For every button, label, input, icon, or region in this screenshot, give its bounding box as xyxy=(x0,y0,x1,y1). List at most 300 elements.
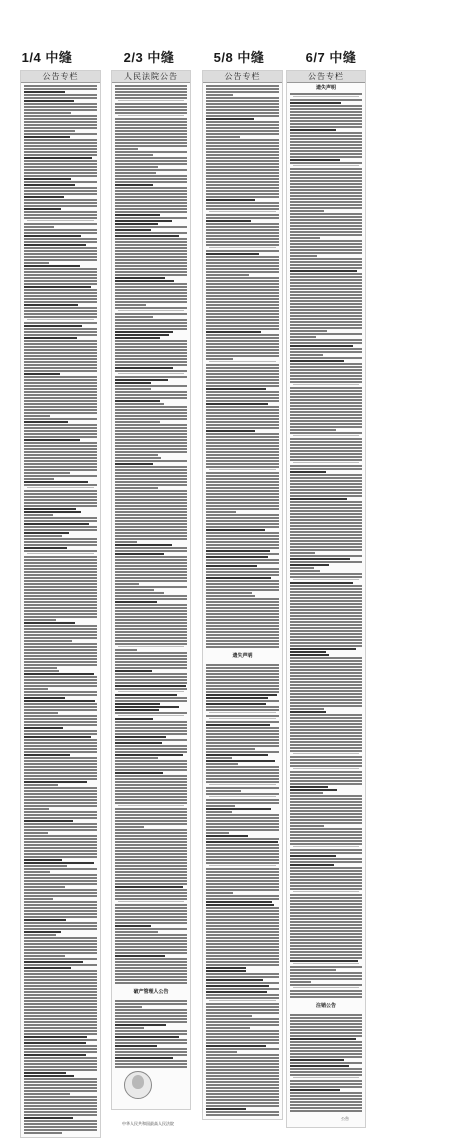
text-line xyxy=(115,574,187,576)
text-line xyxy=(24,424,97,426)
text-line xyxy=(206,901,272,903)
text-line xyxy=(290,543,362,545)
text-line xyxy=(206,439,279,441)
text-line xyxy=(290,492,362,494)
text-line xyxy=(24,427,97,429)
text-line xyxy=(115,283,187,285)
text-line xyxy=(206,208,279,210)
text-line xyxy=(290,171,362,173)
text-line xyxy=(24,559,97,561)
text-line xyxy=(206,478,279,480)
text-line xyxy=(290,318,362,320)
text-line xyxy=(206,274,249,276)
text-line xyxy=(115,859,187,861)
text-line xyxy=(115,937,187,939)
text-line xyxy=(115,271,187,273)
text-line xyxy=(24,385,97,387)
text-line xyxy=(115,175,187,177)
text-line xyxy=(115,439,187,441)
text-line xyxy=(24,628,97,630)
text-line xyxy=(24,847,97,849)
text-line xyxy=(24,331,97,333)
text-line xyxy=(290,246,362,248)
text-line xyxy=(115,1030,187,1032)
text-line xyxy=(206,922,279,924)
text-line xyxy=(290,243,362,245)
text-line xyxy=(206,931,279,933)
text-line xyxy=(290,258,362,260)
text-line xyxy=(206,919,279,921)
text-line xyxy=(24,892,97,894)
text-line xyxy=(24,1120,97,1122)
text-line xyxy=(206,577,271,579)
text-line xyxy=(290,411,362,413)
text-line xyxy=(115,214,160,216)
text-line xyxy=(206,685,279,687)
text-line xyxy=(206,955,279,957)
text-line xyxy=(24,565,97,567)
text-line xyxy=(115,661,187,663)
text-line xyxy=(290,450,362,452)
text-line xyxy=(115,898,187,900)
text-line xyxy=(290,954,362,956)
text-line xyxy=(290,834,362,836)
text-line xyxy=(206,442,279,444)
text-line xyxy=(24,295,97,297)
text-line xyxy=(24,688,48,690)
text-line xyxy=(290,522,362,524)
text-line xyxy=(24,94,97,96)
text-line xyxy=(24,508,76,510)
text-line xyxy=(290,459,362,461)
text-line xyxy=(290,774,362,776)
text-line xyxy=(206,283,279,285)
divider xyxy=(293,987,359,988)
text-line xyxy=(290,759,362,761)
text-line xyxy=(115,268,187,270)
text-line xyxy=(206,565,257,567)
text-line xyxy=(290,189,362,191)
text-line xyxy=(206,742,279,744)
text-line xyxy=(24,730,97,732)
text-line xyxy=(115,562,187,564)
text-line xyxy=(24,217,97,219)
text-line xyxy=(290,1110,362,1112)
text-line xyxy=(24,877,97,879)
text-line xyxy=(290,1059,344,1061)
text-line xyxy=(24,685,97,687)
divider xyxy=(118,310,184,311)
text-line xyxy=(290,585,362,587)
text-line xyxy=(115,745,187,747)
text-line xyxy=(290,1089,340,1091)
text-line xyxy=(24,127,97,129)
text-line xyxy=(115,298,187,300)
text-line xyxy=(24,1078,97,1080)
text-line xyxy=(290,639,362,641)
text-line xyxy=(115,430,187,432)
text-line xyxy=(115,406,187,408)
text-line xyxy=(24,634,97,636)
text-line xyxy=(206,871,279,873)
text-line xyxy=(115,391,187,393)
text-line xyxy=(290,144,362,146)
text-line xyxy=(24,610,97,612)
divider xyxy=(209,361,276,362)
text-line xyxy=(290,273,362,275)
text-line xyxy=(206,115,279,117)
text-line xyxy=(206,928,279,930)
text-line xyxy=(206,568,279,570)
text-line xyxy=(290,357,362,359)
text-line xyxy=(115,586,187,588)
text-line xyxy=(115,727,187,729)
text-line xyxy=(206,913,279,915)
text-line xyxy=(206,730,279,732)
text-line xyxy=(206,415,279,417)
text-line xyxy=(24,235,81,237)
text-line xyxy=(24,454,97,456)
notice-section-title: 破产管理人公告 xyxy=(133,989,169,995)
text-line xyxy=(290,156,362,158)
text-line xyxy=(290,615,362,617)
text-line xyxy=(24,178,71,180)
text-line xyxy=(290,168,362,170)
text-line xyxy=(206,334,279,336)
text-line xyxy=(290,960,358,962)
text-line xyxy=(206,1054,279,1056)
text-line xyxy=(290,180,362,182)
text-line xyxy=(115,778,187,780)
text-line xyxy=(115,349,187,351)
text-line xyxy=(115,817,187,819)
text-line xyxy=(115,982,187,984)
text-line xyxy=(290,696,362,698)
text-line xyxy=(206,106,279,108)
text-line xyxy=(24,250,97,252)
text-line xyxy=(24,901,97,903)
text-line xyxy=(206,313,279,315)
text-line xyxy=(290,441,362,443)
divider xyxy=(118,715,184,716)
text-line xyxy=(115,178,187,180)
text-line xyxy=(24,661,97,663)
text-line xyxy=(115,877,187,879)
text-line xyxy=(24,301,97,303)
text-line xyxy=(290,945,362,947)
text-line xyxy=(290,408,362,410)
text-line xyxy=(290,207,362,209)
text-line xyxy=(24,670,59,672)
text-line xyxy=(115,652,187,654)
text-line xyxy=(24,481,88,483)
text-line xyxy=(24,421,68,423)
text-line xyxy=(290,1050,362,1052)
text-line xyxy=(24,388,97,390)
text-line xyxy=(115,409,187,411)
text-line xyxy=(290,642,362,644)
text-line xyxy=(290,102,341,104)
text-line xyxy=(290,363,362,365)
text-line xyxy=(24,400,97,402)
text-line xyxy=(290,909,362,911)
text-line xyxy=(206,262,279,264)
text-line xyxy=(115,616,187,618)
text-line xyxy=(24,91,65,93)
divider xyxy=(293,96,359,97)
text-line xyxy=(24,103,97,105)
column-header: 人民法院公告 xyxy=(112,71,190,83)
text-line xyxy=(206,403,268,405)
text-line xyxy=(24,289,97,291)
text-line xyxy=(24,760,97,762)
text-line xyxy=(290,336,316,338)
text-line xyxy=(290,240,362,242)
text-line xyxy=(115,493,187,495)
text-line xyxy=(115,400,160,402)
text-line xyxy=(290,942,362,944)
text-line xyxy=(290,837,362,839)
text-line xyxy=(24,598,97,600)
text-line xyxy=(206,580,279,582)
text-line xyxy=(24,934,56,936)
text-line xyxy=(24,436,97,438)
text-line xyxy=(206,1087,279,1089)
text-line xyxy=(24,556,97,558)
text-line xyxy=(24,502,97,504)
text-line xyxy=(24,1075,74,1077)
text-line xyxy=(115,361,187,363)
text-line xyxy=(206,1045,266,1047)
text-line xyxy=(115,610,187,612)
text-line xyxy=(115,463,153,465)
text-line xyxy=(24,961,83,963)
text-line xyxy=(290,561,362,563)
text-line xyxy=(115,742,162,744)
divider xyxy=(118,691,184,692)
text-line xyxy=(115,265,187,267)
text-line xyxy=(115,679,187,681)
text-line xyxy=(115,205,187,207)
text-line xyxy=(24,439,80,441)
text-line xyxy=(290,936,362,938)
text-line xyxy=(115,958,187,960)
text-line xyxy=(115,250,187,252)
text-line xyxy=(290,285,362,287)
text-line xyxy=(290,513,362,515)
text-line xyxy=(290,786,328,788)
text-line xyxy=(206,217,279,219)
text-line xyxy=(290,744,362,746)
text-line xyxy=(115,343,187,345)
text-line xyxy=(115,325,187,327)
text-line xyxy=(115,709,159,711)
text-line xyxy=(24,325,82,327)
text-line xyxy=(206,538,279,540)
text-line xyxy=(206,355,279,357)
text-line xyxy=(206,1024,279,1026)
text-line xyxy=(290,777,362,779)
text-line xyxy=(290,174,362,176)
text-line xyxy=(24,394,97,396)
text-line xyxy=(290,321,362,323)
text-line xyxy=(290,312,362,314)
text-line xyxy=(115,433,187,435)
text-line xyxy=(115,448,187,450)
text-line xyxy=(290,717,362,719)
text-line xyxy=(206,682,279,684)
text-line xyxy=(115,757,158,759)
text-line xyxy=(206,460,279,462)
text-line xyxy=(24,952,97,954)
text-line xyxy=(290,447,362,449)
text-line xyxy=(290,342,362,344)
text-line xyxy=(115,232,187,234)
text-line xyxy=(24,514,53,516)
text-line xyxy=(206,877,279,879)
text-line xyxy=(24,742,97,744)
text-line xyxy=(206,706,279,708)
column-header: 公告专栏 xyxy=(203,71,282,83)
text-line xyxy=(115,688,187,690)
text-line xyxy=(115,118,187,120)
text-line xyxy=(206,925,279,927)
court-name: 中华人民共和国最高人民法院 xyxy=(122,1121,174,1126)
text-line xyxy=(24,799,97,801)
text-line xyxy=(206,502,279,504)
text-line xyxy=(206,1048,279,1050)
text-line xyxy=(206,268,279,270)
text-line xyxy=(24,985,97,987)
text-line xyxy=(24,1093,70,1095)
text-line xyxy=(24,736,91,738)
divider xyxy=(293,579,359,580)
text-line xyxy=(115,130,187,132)
text-line xyxy=(290,990,362,992)
text-line xyxy=(24,817,97,819)
lost-notice-title: 遗失声明 xyxy=(232,653,253,659)
text-line xyxy=(115,367,173,369)
text-line xyxy=(115,1027,144,1029)
text-line xyxy=(206,1033,279,1035)
text-line xyxy=(115,160,187,162)
text-line xyxy=(115,628,187,630)
text-line xyxy=(290,654,329,656)
text-line xyxy=(290,204,362,206)
text-line xyxy=(115,478,187,480)
text-line xyxy=(115,526,187,528)
text-line xyxy=(206,412,279,414)
text-line xyxy=(290,141,362,143)
text-line xyxy=(206,802,279,804)
text-line xyxy=(24,307,97,309)
text-line xyxy=(206,754,268,756)
text-line xyxy=(24,991,97,993)
text-line xyxy=(206,1018,279,1020)
text-line xyxy=(115,883,187,885)
text-line xyxy=(24,163,97,165)
text-line xyxy=(24,946,97,948)
text-line xyxy=(290,420,362,422)
text-line xyxy=(115,442,187,444)
text-line xyxy=(115,379,168,381)
text-line xyxy=(115,835,187,837)
text-line xyxy=(24,1123,97,1125)
text-line xyxy=(290,267,362,269)
text-line xyxy=(24,457,97,459)
text-line xyxy=(206,574,279,576)
text-line xyxy=(290,855,336,857)
text-line xyxy=(115,571,187,573)
text-line xyxy=(115,238,187,240)
text-line xyxy=(115,223,158,225)
text-line xyxy=(24,253,97,255)
text-line xyxy=(290,1044,362,1046)
text-line xyxy=(24,679,97,681)
text-line xyxy=(206,160,279,162)
text-line xyxy=(206,316,279,318)
text-line xyxy=(115,547,187,549)
text-line xyxy=(206,1084,279,1086)
text-line xyxy=(24,832,48,834)
text-line xyxy=(115,382,151,384)
text-line xyxy=(115,505,187,507)
text-line xyxy=(24,1060,97,1062)
text-line xyxy=(24,499,97,501)
text-line xyxy=(115,289,187,291)
text-line xyxy=(206,940,279,942)
text-line xyxy=(115,1033,187,1035)
text-line xyxy=(115,262,187,264)
text-line xyxy=(24,706,97,708)
text-line xyxy=(24,364,97,366)
text-line xyxy=(115,484,187,486)
text-line xyxy=(115,475,187,477)
text-line xyxy=(24,997,97,999)
text-line xyxy=(206,868,279,870)
text-line xyxy=(290,810,362,812)
text-line xyxy=(206,295,279,297)
text-line xyxy=(206,484,279,486)
text-line xyxy=(24,958,97,960)
text-line xyxy=(206,904,274,906)
text-line xyxy=(115,502,187,504)
text-line xyxy=(24,814,97,816)
text-line xyxy=(24,781,87,783)
text-line xyxy=(290,948,362,950)
divider xyxy=(209,796,276,797)
text-line xyxy=(24,115,97,117)
text-line xyxy=(290,114,362,116)
text-line xyxy=(115,340,187,342)
text-line xyxy=(115,358,187,360)
text-line xyxy=(206,265,279,267)
text-line xyxy=(24,1090,97,1092)
text-line xyxy=(24,379,97,381)
text-line xyxy=(24,358,97,360)
text-line xyxy=(115,850,187,852)
text-line xyxy=(24,682,97,684)
text-line xyxy=(115,775,187,777)
text-line xyxy=(115,637,187,639)
text-line xyxy=(115,868,187,870)
text-line xyxy=(290,1104,362,1106)
text-line xyxy=(290,879,362,881)
text-line xyxy=(24,1096,97,1098)
text-line xyxy=(206,451,279,453)
text-line xyxy=(206,187,279,189)
text-line xyxy=(115,847,187,849)
